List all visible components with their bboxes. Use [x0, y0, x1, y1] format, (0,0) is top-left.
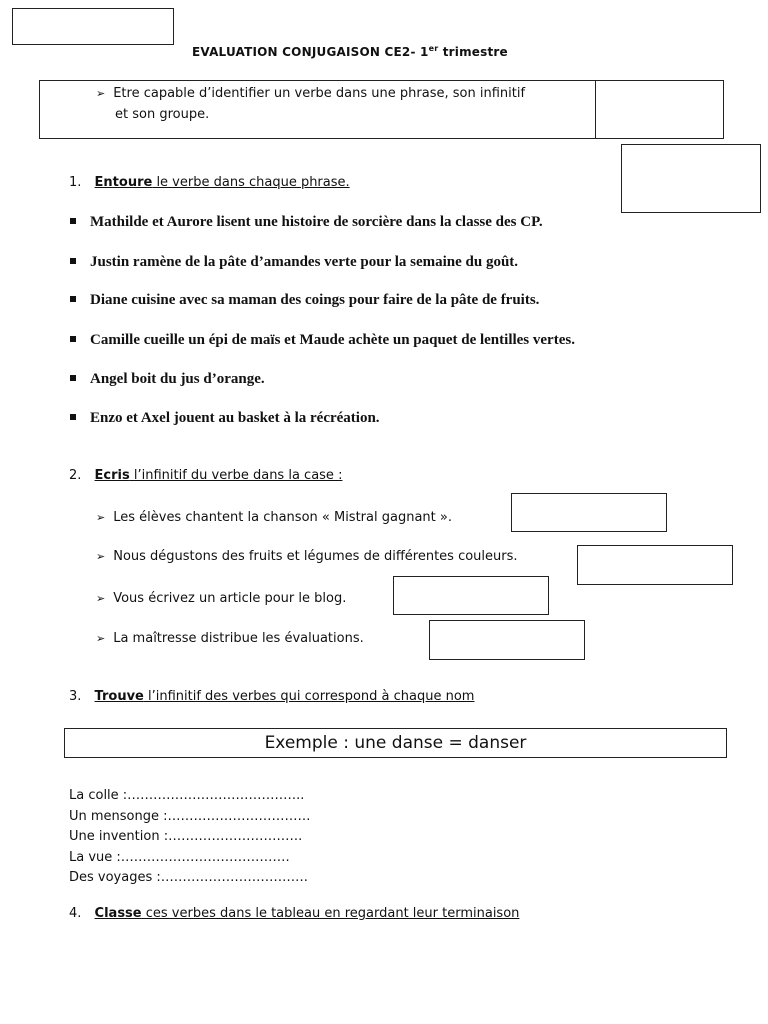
exercise1-sentence[interactable]: Enzo et Axel jouent au basket à la récréation. [70, 410, 380, 427]
noun-item[interactable]: La vue :………………………………… [69, 849, 290, 865]
page-title: EVALUATION CONJUGAISON CE2- 1er trimestre [192, 44, 508, 59]
example-box [64, 728, 727, 758]
noun-item[interactable]: Une invention :…………………………. [69, 829, 303, 844]
exercise1-heading: 1. Entoure le verbe dans chaque phrase. [69, 175, 350, 190]
bullet-icon [70, 375, 76, 381]
bullet-icon [70, 258, 76, 264]
exercise4-heading: 4. Classe ces verbes dans le tableau en regardant leur terminaison [69, 906, 520, 921]
bullet-icon [70, 296, 76, 302]
objective-score-box[interactable] [595, 80, 724, 139]
arrow-icon: ➢ [96, 550, 106, 563]
arrow-icon: ➢ [96, 511, 106, 524]
exercise1-sentence[interactable]: Mathilde et Aurore lisent une histoire de sorcière dans la classe des CP. [70, 214, 543, 231]
answer-box[interactable] [577, 545, 733, 585]
exercise1-sentence[interactable]: Angel boit du jus d’orange. [70, 371, 265, 388]
arrow-icon: ➢ [96, 632, 106, 645]
name-box[interactable] [12, 8, 174, 45]
noun-item[interactable]: La colle :………………………………….. [69, 788, 305, 803]
exercise2-sentence: ➢ La maîtresse distribue les évaluations. [96, 631, 364, 646]
exercise2-heading: 2. Ecris l’infinitif du verbe dans la case : [69, 468, 343, 483]
noun-item[interactable]: Des voyages :……………………………. [69, 870, 308, 885]
nouns-list [69, 786, 311, 889]
exercise1-sentence[interactable]: Justin ramène de la pâte d’amandes verte pour la semaine du goût. [70, 254, 518, 271]
answer-box[interactable] [393, 576, 549, 615]
answer-box[interactable] [429, 620, 585, 660]
bullet-icon [70, 336, 76, 342]
exercise1-sentence[interactable]: Diane cuisine avec sa maman des coings pour faire de la pâte de fruits. [70, 292, 539, 309]
example-text: Exemple : une danse = danser [264, 733, 527, 753]
arrow-icon: ➢ [96, 87, 106, 100]
exercise2-sentence: ➢ Les élèves chantent la chanson « Mistral gagnant ». [96, 510, 452, 525]
exercise3-heading: 3. Trouve l’infinitif des verbes qui correspond à chaque nom [69, 689, 475, 704]
noun-item[interactable]: Un mensonge :…………………………… [69, 808, 311, 824]
bullet-icon [70, 218, 76, 224]
objective-text: ➢ Etre capable d’identifier un verbe dans une phrase, son infinitif et son groupe. [96, 86, 526, 122]
bullet-icon [70, 414, 76, 420]
arrow-icon: ➢ [96, 592, 106, 605]
exercise1-sentence[interactable]: Camille cueille un épi de maïs et Maude achète un paquet de lentilles vertes. [70, 332, 575, 349]
exercise1-score-box[interactable] [621, 144, 761, 213]
exercise2-sentence: ➢ Vous écrivez un article pour le blog. [96, 591, 347, 606]
answer-box[interactable] [511, 493, 667, 532]
exercise2-sentence: ➢ Nous dégustons des fruits et légumes de différentes couleurs. [96, 549, 518, 564]
